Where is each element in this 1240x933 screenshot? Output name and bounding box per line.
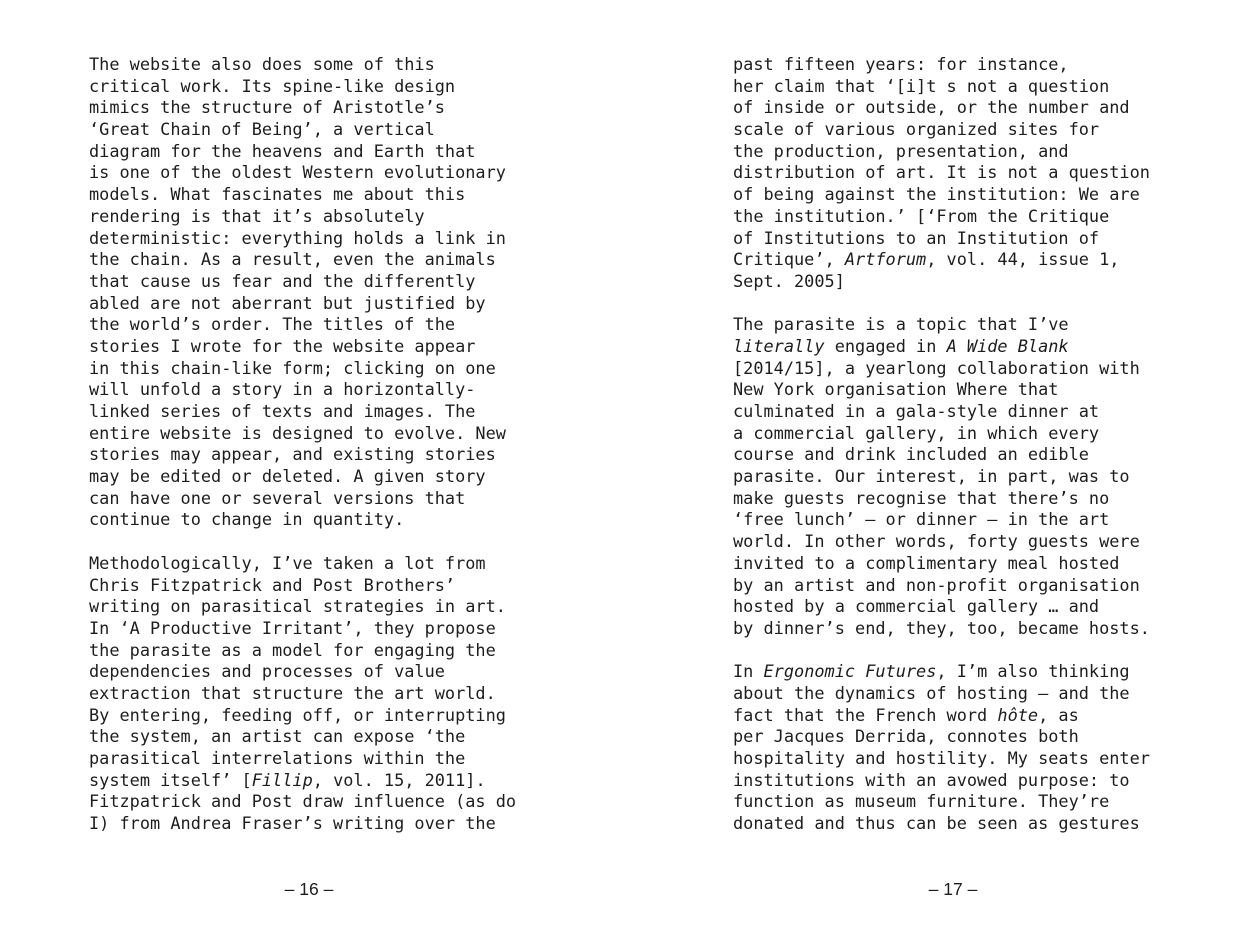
text-line: In Ergonomic Futures, I’m also thinking <box>733 661 1130 682</box>
text-line: by an artist and non-profit organisation <box>733 574 1140 595</box>
italic-text: Fillip <box>251 769 313 790</box>
text-line: linked series of texts and images. The <box>89 401 476 421</box>
page-number-left: – 16 – <box>284 879 334 899</box>
page-17-text-column <box>733 54 1173 835</box>
text-line: Methodologically, I’ve taken a lot from <box>89 552 486 573</box>
italic-text: literally <box>733 335 825 356</box>
text-line: continue to change in quantity. <box>89 509 405 530</box>
text-line: distribution of art. It is not a question <box>733 162 1150 183</box>
text-line: course and drink included an edible <box>733 444 1089 465</box>
text-line: abled are not aberrant but justified by <box>89 292 486 313</box>
text-line: hosted by a commercial gallery … and <box>733 596 1100 617</box>
text-line: Chris Fitzpatrick and Post Brothers’ <box>89 574 456 595</box>
paragraph <box>733 661 1173 835</box>
text-line: the system, an artist can expose ‘the <box>89 726 466 747</box>
text-line: of Institutions to an Institution of <box>733 227 1100 248</box>
text-line: New York organisation Where that <box>733 379 1059 400</box>
text-line: parasite. Our interest, in part, was to <box>733 466 1130 487</box>
text-line: fact that the French word hôte, as <box>733 704 1079 725</box>
text-line: ‘free lunch’ — or dinner — in the art <box>733 509 1110 530</box>
text-line: stories may appear, and existing stories <box>89 444 496 465</box>
text-line: in this chain-like form; clicking on one <box>89 357 496 378</box>
paragraph <box>733 314 1173 639</box>
text-line: Fitzpatrick and Post draw influence (as do <box>89 791 517 812</box>
text-line: world. In other words, forty guests were <box>733 531 1140 552</box>
paragraph <box>89 553 529 835</box>
text-line: mimics the structure of Aristotle’s <box>89 97 445 118</box>
paragraph <box>733 54 1173 293</box>
text-line: per Jacques Derrida, connotes both <box>733 726 1079 747</box>
text-line: culminated in a gala-style dinner at <box>733 401 1100 421</box>
text-line: hospitality and hostility. My seats enter <box>733 748 1150 768</box>
text-line: can have one or several versions that <box>89 487 466 508</box>
text-line: Sept. 2005] <box>733 270 845 291</box>
text-line: the production, presentation, and <box>733 140 1069 161</box>
text-line: scale of various organized sites for <box>733 119 1100 140</box>
text-line: of inside or outside, or the number and <box>733 97 1130 118</box>
text-line: invited to a complimentary meal hosted <box>733 552 1120 573</box>
text-line: dependencies and processes of value <box>89 661 445 682</box>
paragraph <box>89 54 529 531</box>
italic-text: hôte <box>997 704 1039 725</box>
text-line: entire website is designed to evolve. New <box>89 422 506 443</box>
text-line: is one of the oldest Western evolutionary <box>89 162 506 183</box>
text-line: extraction that structure the art world. <box>89 682 496 703</box>
text-line: I) from Andrea Fraser’s writing over the <box>89 813 496 834</box>
text-line: diagram for the heavens and Earth that <box>89 140 476 161</box>
text-line: institutions with an avowed purpose: to <box>733 769 1130 790</box>
text-line: The website also does some of this <box>89 54 435 74</box>
text-line: literally engaged in A Wide Blank <box>733 335 1069 356</box>
text-line: of being against the institution: We are <box>733 184 1140 205</box>
text-line: parasitical interrelations within the <box>89 748 466 768</box>
text-line: about the dynamics of hosting — and the <box>733 682 1130 703</box>
italic-text: A Wide Blank <box>946 335 1069 356</box>
text-line: Critique’, Artforum, vol. 44, issue 1, <box>733 249 1120 270</box>
text-line: function as museum furniture. They’re <box>733 791 1110 812</box>
text-line: The parasite is a topic that I’ve <box>733 314 1069 335</box>
text-line: rendering is that it’s absolutely <box>89 205 425 226</box>
text-line: past fifteen years: for instance, <box>733 54 1069 74</box>
page-17 <box>620 0 1240 933</box>
text-line: donated and thus can be seen as gestures <box>733 813 1140 834</box>
text-line: deterministic: everything holds a link in <box>89 227 506 248</box>
text-line: her claim that ‘[i]t s not a question <box>733 75 1110 96</box>
text-line: make guests recognise that there’s no <box>733 487 1110 508</box>
text-line: models. What fascinates me about this <box>89 184 466 205</box>
text-line: the chain. As a result, even the animals <box>89 249 496 270</box>
page-16-text-column <box>89 54 529 835</box>
text-line: a commercial gallery, in which every <box>733 422 1100 443</box>
text-line: In ‘A Productive Irritant’, they propose <box>89 617 496 638</box>
text-line: by dinner’s end, they, too, became hosts. <box>733 617 1150 638</box>
text-line: will unfold a story in a horizontally- <box>89 379 476 400</box>
text-line: ‘Great Chain of Being’, a vertical <box>89 119 435 140</box>
text-line: writing on parasitical strategies in art. <box>89 596 506 617</box>
text-line: critical work. Its spine-like design <box>89 75 456 96</box>
text-line: that cause us fear and the differently <box>89 270 476 291</box>
italic-text: Ergonomic Futures <box>763 661 937 682</box>
text-line: system itself’ [Fillip, vol. 15, 2011]. <box>89 769 486 790</box>
italic-text: Artforum <box>844 249 927 270</box>
text-line: By entering, feeding off, or interrupting <box>89 704 506 725</box>
page-number-right: – 17 – <box>928 879 978 899</box>
text-line: stories I wrote for the website appear <box>89 335 476 356</box>
text-line: [2014/15], a yearlong collaboration with <box>733 357 1140 378</box>
text-line: the world’s order. The titles of the <box>89 314 456 335</box>
text-line: the institution.’ [‘From the Critique <box>733 205 1110 226</box>
text-line: may be edited or deleted. A given story <box>89 466 486 487</box>
text-line: the parasite as a model for engaging the <box>89 639 496 660</box>
